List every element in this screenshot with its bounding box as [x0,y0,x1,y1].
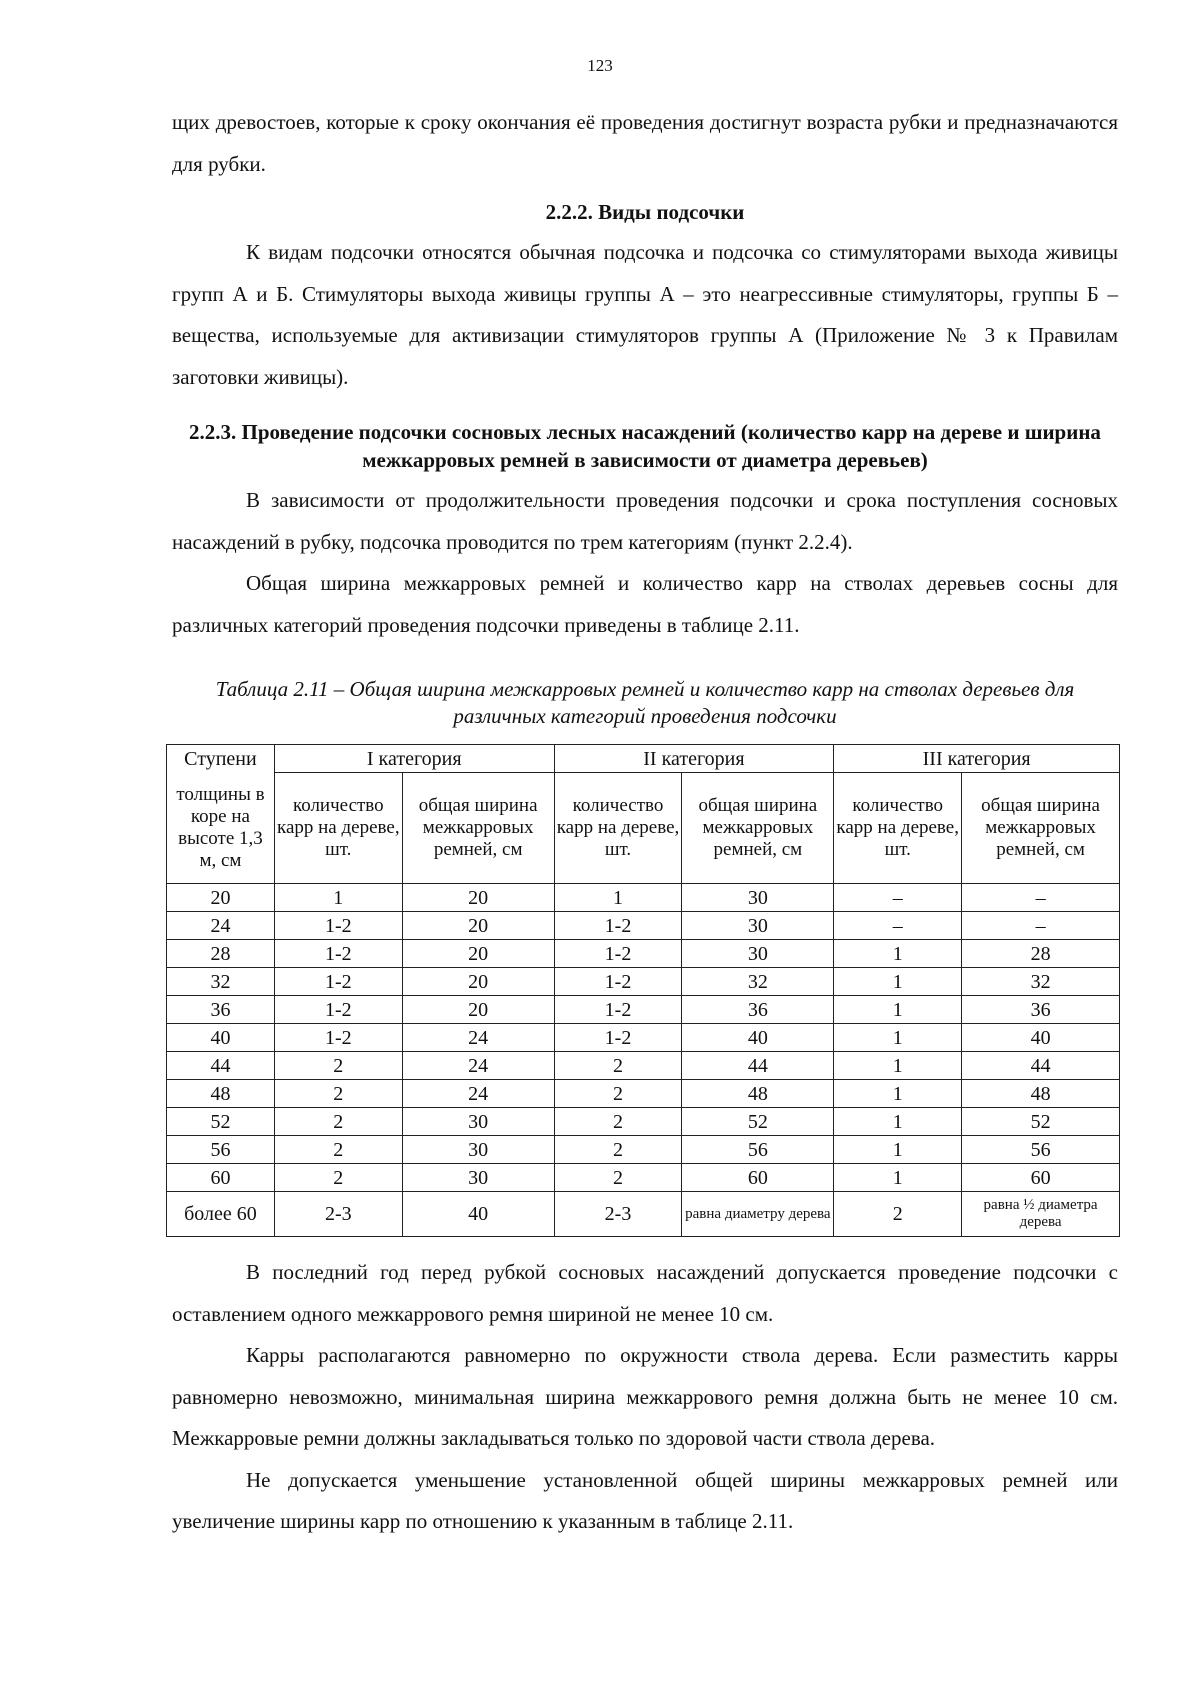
table-cell: – [962,912,1120,940]
table-cell: 36 [167,996,275,1024]
table-cell: 52 [962,1108,1120,1136]
paragraph-last-year: В последний год перед рубкой сосновых насаждений допускается проведение подсочки с оставлением одного межкаррового ремня шириной не менее 10 см. [172,1260,1118,1326]
table-cell: 1-2 [274,1024,402,1052]
table-cell: 36 [962,996,1120,1024]
table-cell: 56 [682,1136,834,1164]
table-cell: 56 [167,1136,275,1164]
table-cell: 1-2 [554,968,682,996]
table-cell: 44 [167,1052,275,1080]
table-cell: 24 [402,1024,554,1052]
table-cell: 2 [554,1108,682,1136]
table-cell: 36 [682,996,834,1024]
table-row [167,1052,1120,1080]
table-cell: 1 [554,884,682,912]
table-cell: 2 [554,1136,682,1164]
table-cell: 60 [167,1164,275,1192]
table-cell: 1 [834,1024,962,1052]
table-cell: 40 [167,1024,275,1052]
table-cell: 28 [962,940,1120,968]
paragraph-restriction: Не допускается уменьшение установленной общей ширины межкарровых ремней или увеличение ширины карр по отношению к указанным в таблице 2.11. [172,1467,1118,1533]
table-cell: 24 [402,1052,554,1080]
table-row [167,968,1120,996]
table-subheader-row [167,773,1120,884]
table-cell: 1 [834,940,962,968]
table-cell: 1-2 [554,1024,682,1052]
table-cell: 28 [167,940,275,968]
intro-block [172,102,1118,646]
header-cat1-count: количество карр на дереве, шт. [274,773,402,884]
table-cell: 2 [274,1080,402,1108]
table-cell: 40 [402,1192,554,1237]
table-cell: 20 [402,996,554,1024]
section-heading-2-2-3: 2.2.3. Проведение подсочки сосновых лесных насаждений (количество карр на дереве и ширина межкарровых ремней в зависимости от диаметра деревьев) [189,420,1101,472]
header-cat3-count: количество карр на дереве, шт. [834,773,962,884]
table-row [167,1080,1120,1108]
table-cell: 1-2 [274,912,402,940]
table-cell: 32 [167,968,275,996]
table-cell: 32 [682,968,834,996]
header-cat3-width: общая ширина межкарровых ремней, см [962,773,1120,884]
table-cell: – [834,884,962,912]
table-cell: 60 [962,1164,1120,1192]
table-cell: 2 [274,1108,402,1136]
table-row [167,1024,1120,1052]
table-row [167,912,1120,940]
table-cell: 2-3 [274,1192,402,1237]
table-cell: 2 [274,1136,402,1164]
table-row [167,1108,1120,1136]
table-cell: более 60 [167,1192,275,1237]
table-cell: равна ½ диаметра дерева [962,1192,1120,1237]
table-cell: 1-2 [554,940,682,968]
section-heading-2-2-2: 2.2.2. Виды подсочки [545,200,745,224]
table-row [167,884,1120,912]
table-cell: 48 [962,1080,1120,1108]
table-row [167,1164,1120,1192]
header-stage-description: толщины в коре на высоте 1,3 м, см [167,773,275,884]
table-cell: 48 [682,1080,834,1108]
table-cell: 1 [834,996,962,1024]
header-category-1: I категория [274,745,554,773]
header-cat1-width: общая ширина межкарровых ремней, см [402,773,554,884]
table-cell: 20 [402,968,554,996]
table-cell: 1 [834,1052,962,1080]
table-cell: 56 [962,1136,1120,1164]
table-cell: 30 [402,1136,554,1164]
table-cell: 1 [834,1080,962,1108]
header-category-2: II категория [554,745,834,773]
table-cell: 32 [962,968,1120,996]
table-cell: 30 [682,884,834,912]
header-category-3: III категория [834,745,1120,773]
table-row [167,1136,1120,1164]
table-body [167,884,1120,1237]
table-cell: – [834,912,962,940]
table-row [167,996,1120,1024]
table-cell: 2 [274,1164,402,1192]
header-cat2-count: количество карр на дереве, шт. [554,773,682,884]
table-cell: 30 [402,1164,554,1192]
table-cell: 1 [834,1136,962,1164]
table-row [167,1192,1120,1237]
closing-block [172,1252,1118,1543]
table-cell: 1-2 [554,912,682,940]
tapping-table [166,744,1120,1237]
table-cell: – [962,884,1120,912]
table-cell: 52 [682,1108,834,1136]
page-number: 123 [587,56,613,75]
table-cell: 30 [682,912,834,940]
table-cell: 1 [274,884,402,912]
table-cell: 52 [167,1108,275,1136]
table-cell: 24 [402,1080,554,1108]
table-cell: 1 [834,1164,962,1192]
table-cell: 20 [402,940,554,968]
table-cell: 1-2 [274,996,402,1024]
table-cell: равна диаметру дерева [682,1192,834,1237]
table-cell: 60 [682,1164,834,1192]
table-cell: 20 [402,912,554,940]
header-stage-label: Ступени [167,745,275,773]
table-row [167,940,1120,968]
table-cell: 2 [554,1080,682,1108]
table-cell: 2 [834,1192,962,1237]
table-cell: 40 [962,1024,1120,1052]
table-cell: 40 [682,1024,834,1052]
paragraph-placement: Карры располагаются равномерно по окружности ствола дерева. Если разместить карры равномерно невозможно, минимальная ширина межкаррового ремня должна быть не менее 10 см. Межкарровые ремни должны закладываться только по здоровой части ствола дерева. [172,1343,1118,1450]
table-cell: 44 [962,1052,1120,1080]
paragraph-categories: В зависимости от продолжительности проведения подсочки и срока поступления сосновых насаждений в рубку, подсочка проводится по трем категориям (пункт 2.2.4). [172,488,1118,554]
table-cell: 48 [167,1080,275,1108]
header-cat2-width: общая ширина межкарровых ремней, см [682,773,834,884]
table-cell: 2 [274,1052,402,1080]
table-cell: 2 [554,1164,682,1192]
paragraph-continuation: щих древостоев, которые к сроку окончания её проведения достигнут возраста рубки и предназначаются для рубки. [172,110,1118,176]
table-cell: 24 [167,912,275,940]
table-cell: 20 [167,884,275,912]
table-cell: 30 [402,1108,554,1136]
table-header-row [167,745,1120,773]
paragraph-tapping-types: К видам подсочки относятся обычная подсочка и подсочка со стимуляторами выхода живицы групп А и Б. Стимуляторы выхода живицы группы А – это неагрессивные стимуляторы, группы Б – вещества, используемые для активизации стимуляторов группы А (Приложение № 3 к Правилам заготовки живицы). [172,240,1118,389]
table-cell: 1-2 [554,996,682,1024]
table-cell: 44 [682,1052,834,1080]
table-cell: 20 [402,884,554,912]
table-caption: Таблица 2.11 – Общая ширина межкарровых ремней и количество карр на стволах деревьев для различных категорий проведения подсочки [215,677,1075,728]
table-cell: 2 [554,1052,682,1080]
table-cell: 1 [834,968,962,996]
table-cell: 2-3 [554,1192,682,1237]
table-cell: 30 [682,940,834,968]
table-cell: 1-2 [274,968,402,996]
table-cell: 1 [834,1108,962,1136]
paragraph-table-reference: Общая ширина межкарровых ремней и количество карр на стволах деревьев сосны для различных категорий проведения подсочки приведены в таблице 2.11. [172,571,1118,637]
table-cell: 1-2 [274,940,402,968]
